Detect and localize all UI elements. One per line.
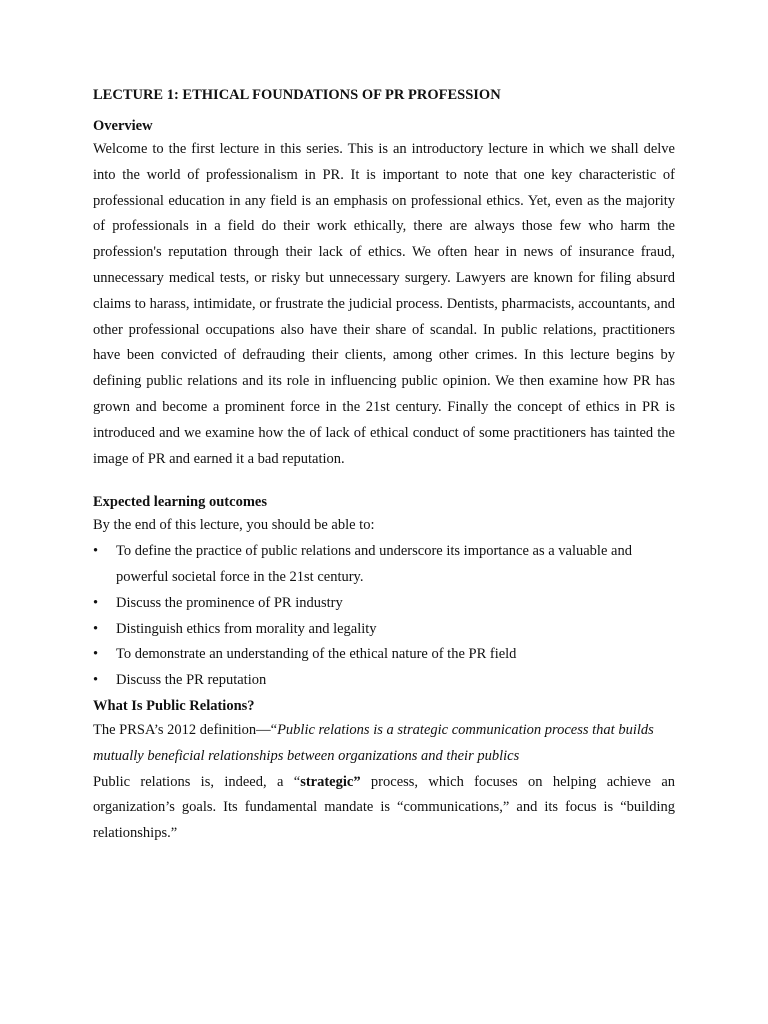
list-item-text: To define the practice of public relations and underscore its importance as a valuable and powerful societal force in the 21st century. bbox=[116, 543, 632, 585]
bullet-icon: • bbox=[93, 646, 99, 663]
document-page bbox=[93, 84, 675, 847]
list-item bbox=[93, 591, 675, 617]
strategic-emphasis: strategic” bbox=[300, 773, 361, 790]
strategic-process-paragraph bbox=[93, 770, 675, 847]
list-item-text: Discuss the PR reputation bbox=[116, 672, 267, 689]
bullet-icon: • bbox=[93, 620, 99, 637]
overview-heading: Overview bbox=[93, 118, 153, 134]
section-spacer bbox=[93, 472, 675, 491]
list-item bbox=[93, 617, 675, 643]
outcomes-heading: Expected learning outcomes bbox=[93, 494, 267, 511]
public-relations-heading: What Is Public Relations? bbox=[93, 697, 255, 714]
document-title: LECTURE 1: ETHICAL FOUNDATIONS OF PR PROFESSION bbox=[93, 87, 501, 103]
list-item-text: To demonstrate an understanding of the ethical nature of the PR field bbox=[116, 646, 517, 663]
definition-prefix: The PRSA’s 2012 definition—“ bbox=[93, 721, 278, 738]
paragraph-part-2: process, which focuses on helping achieve an organization’s goals. Its fundamental mandate is “communications,” and its focus is “building relationships.” bbox=[93, 773, 676, 842]
outcomes-intro: By the end of this lecture, you should be able to: bbox=[93, 517, 375, 534]
list-item bbox=[93, 668, 675, 694]
overview-paragraph: Welcome to the first lecture in this series. This is an introductory lecture in which we shall delve into the world of professionalism in PR. It is important to note that one key characteristic of professional education in any field is an emphasis on professional ethics. Yet, even as the majority of professionals in a field do their work ethically, there are always those few who harm the profession's reputation through their lack of ethics. We often hear in news of insurance fraud, unnecessary medical tests, or risky but unnecessary surgery. Lawyers are known for filing absurd claims to harass, intimidate, or frustrate the judicial process. Dentists, pharmacists, accountants, and other professional occupations also have their share of scandal. In public relations, practitioners have been convicted of defrauding their clients, among other crimes. In this lecture begins by defining public relations and its role in influencing public opinion. We then examine how PR has grown and become a prominent force in the 21st century. Finally the concept of ethics in PR is introduced and we examine how the of lack of ethical conduct of some practitioners has tainted the image of PR and earned it a bad reputation. bbox=[93, 141, 675, 467]
list-item-text: Discuss the prominence of PR industry bbox=[116, 594, 343, 611]
prsa-definition bbox=[93, 718, 675, 770]
bullet-icon: • bbox=[93, 672, 99, 689]
outcomes-list bbox=[93, 539, 675, 694]
bullet-icon: • bbox=[93, 543, 99, 560]
bullet-icon: • bbox=[93, 594, 99, 611]
list-item bbox=[93, 539, 675, 591]
list-item-text: Distinguish ethics from morality and legality bbox=[116, 620, 377, 637]
definition-quote: Public relations is a strategic communication process that builds mutually beneficial relationships between organizations and their publics bbox=[93, 721, 654, 764]
list-item bbox=[93, 642, 675, 668]
paragraph-part-1: Public relations is, indeed, a “ bbox=[93, 773, 301, 790]
